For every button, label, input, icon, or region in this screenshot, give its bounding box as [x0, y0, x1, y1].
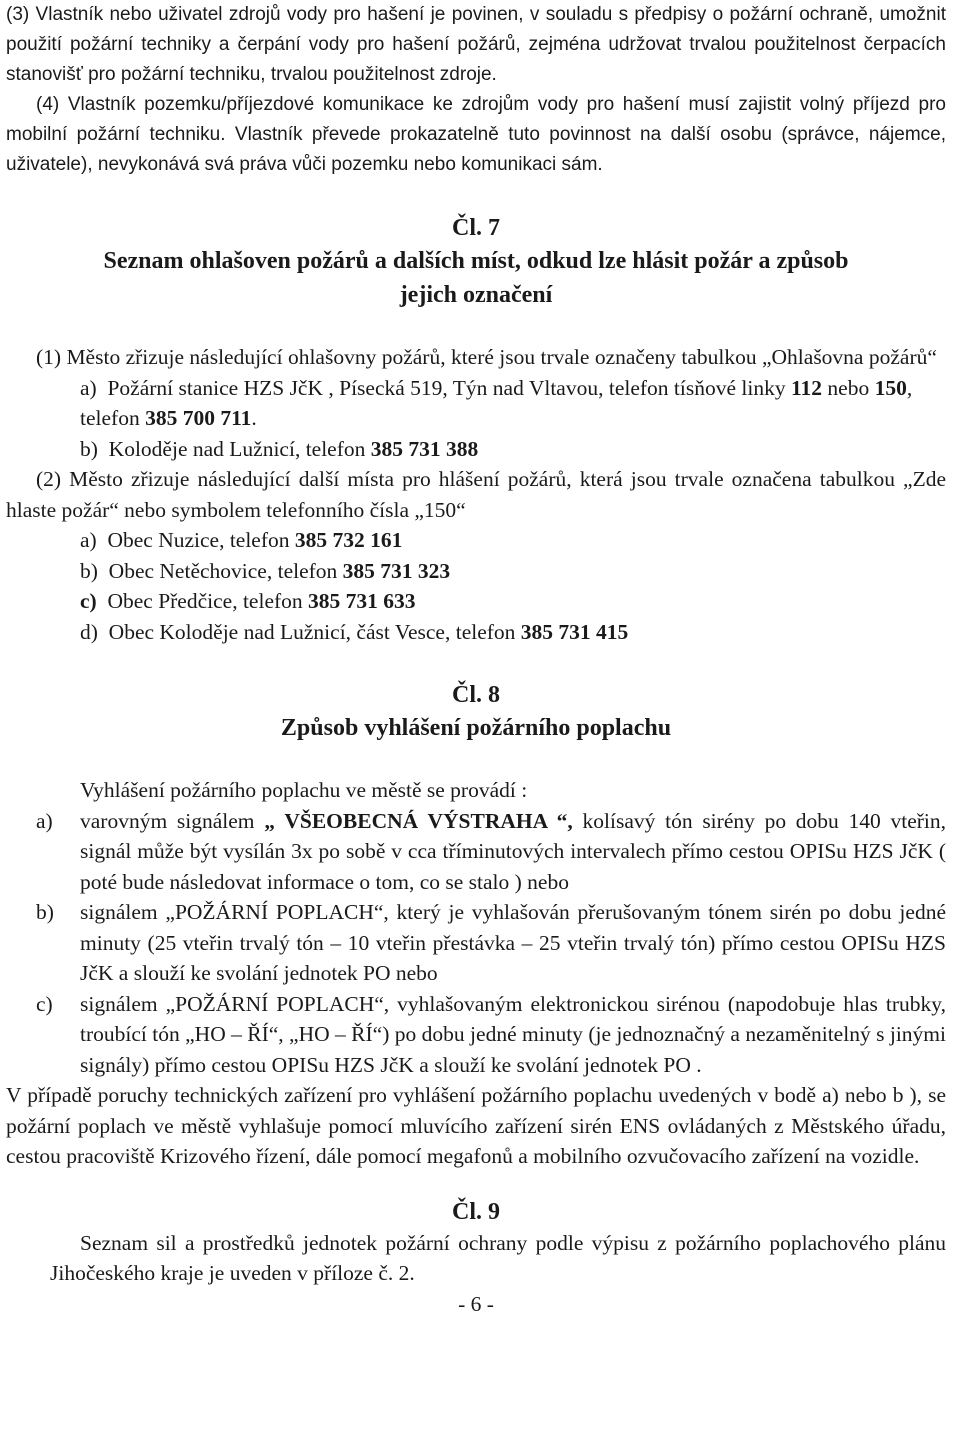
ohlasovny-list	[6, 373, 946, 465]
list-label: b)	[80, 558, 98, 583]
list-text: Požární stanice HZS JčK , Písecká 519, Týn nad Vltavou, telefon tísňové linky	[107, 375, 786, 400]
article-9-number: Čl. 9	[452, 1198, 500, 1225]
list-text: Obec Nuzice, telefon	[107, 528, 290, 552]
list-label: a)	[80, 375, 97, 400]
list-label: b)	[80, 436, 98, 461]
list-label: c)	[36, 991, 53, 1016]
list-item	[80, 556, 946, 587]
article-8-closing: V případě poruchy technických zařízení pro vyhlášení požárního poplachu uvedených v bodě a) nebo b ), se požární poplach ve městě vyhlašuje pomocí mluvícího zařízení sirén ENS ovládaných z Městského úřadu, cestou pracoviště Krizového řízení, dále pomocí megafonů a mobilního ozvučovacího zařízení na vozidle.	[6, 1083, 946, 1168]
hlaseni-mista-list	[6, 525, 946, 647]
list-text: signálem „POŽÁRNÍ POPLACH“, vyhlašovaným elektronickou sirénou (napodobuje hlas trubky, troubící tón „HO – ŘÍ“, „HO – ŘÍ“) po dobu jedné minuty (je jednoznačný a nezaměnitelný s jinými signály) přímo cestou OPISu HZS JčK a slouží ke svolání jednotek PO .	[80, 991, 946, 1077]
list-item	[80, 586, 946, 617]
list-label: a)	[36, 808, 53, 833]
phone-number: 385 732 161	[294, 528, 403, 552]
article-8-intro: Vyhlášení požárního poplachu ve městě se provádí :	[80, 778, 528, 802]
article-7-paragraph-2: (2) Město zřizuje následující další místa pro hlášení požárů, která jsou trvale označena tabulkou „Zde hlaste požár“ nebo symbolem telefonního čísla „150“	[6, 467, 946, 522]
list-item	[6, 806, 946, 898]
list-label: d)	[80, 619, 98, 644]
signal-a-intro: varovným signálem	[80, 808, 255, 833]
list-label: b)	[36, 900, 54, 924]
list-item	[6, 897, 946, 989]
signal-a-description: kolísavý tón sirény po dobu 140 vteřin, signál může být vysílán 3x po sobě v cca tříminutových intervalech přímo cestou OPISu HZS JčK ( poté bude následovat informace o tom, co se stalo ) nebo	[80, 808, 947, 894]
paragraph-3: (3) Vlastník nebo uživatel zdrojů vody pro hašení je povinen, v souladu s předpisy o požární ochraně, umožnit použití požární techniky a čerpání vody pro hašení požárů, zejména udržovat trvalou použitelnost čerpacích stanovišť pro požární techniku, trvalou použitelnost zdroje.	[6, 4, 946, 85]
article-7-title-line2: jejich označení	[399, 282, 553, 308]
signal-a-name: „ VŠEOBECNÁ VÝSTRAHA “,	[264, 808, 573, 833]
page-number: - 6 -	[458, 1291, 494, 1316]
phone-number: 150	[874, 375, 907, 400]
ohlasovna-a: a) Požární stanice HZS JčK , Písecká 519, Týn nad Vltavou, telefon tísňové linky 112 nebo 150, telefon 385 700 711.	[80, 375, 913, 430]
list-text: Obec Předčice, telefon	[107, 589, 303, 613]
paragraph-4: (4) Vlastník pozemku/příjezdové komunikace ke zdrojům vody pro hašení musí zajistit volný příjezd pro mobilní požární techniku. Vlastník převede prokazatelně tuto povinnost na další osobu (správce, nájemce, uživatele), nevykonává svá práva vůči pozemku nebo komunikaci sám.	[6, 94, 946, 175]
article-7-paragraph-1: (1) Město zřizuje následující ohlašovny požárů, které jsou trvale označeny tabulkou „Ohlašovna požárů“	[36, 345, 937, 369]
phone-number: 385 731 388	[370, 436, 479, 461]
article-7-title-line1: Seznam ohlašoven požárů a dalších míst, odkud lze hlásit požár a způsob	[103, 248, 849, 274]
phone-number: 385 731 415	[520, 619, 629, 644]
section-top	[6, 0, 946, 180]
list-item	[6, 989, 946, 1081]
list-label: a)	[80, 528, 97, 552]
article-7-number: Čl. 7	[452, 215, 500, 241]
list-text: Obec Koloděje nad Lužnicí, část Vesce, telefon	[108, 619, 516, 644]
list-text	[80, 806, 946, 898]
ohlasovna-b	[80, 434, 946, 465]
phone-number: 385 731 323	[342, 558, 451, 583]
list-text: signálem „POŽÁRNÍ POPLACH“, který je vyhlašován přerušovaným tónem sirén po dobu jedné minuty (25 vteřin trvalý tón – 10 vteřin přestávka – 25 vteřin trvalý tón) přímo cestou OPISu HZS JčK a slouží ke svolání jednotek PO nebo	[80, 900, 946, 985]
signal-list	[6, 806, 946, 1081]
phone-number: 112	[790, 375, 823, 400]
list-text: , telefon	[80, 375, 913, 430]
list-item	[80, 617, 946, 648]
list-item	[80, 525, 946, 556]
phone-number: 385 731 633	[308, 589, 416, 613]
list-text: Obec Netěchovice, telefon	[108, 558, 338, 583]
article-9-text: Seznam sil a prostředků jednotek požární ochrany podle výpisu z požárního poplachového plánu Jihočeského kraje je uveden v příloze č. 2.	[50, 1230, 946, 1285]
list-label: c)	[80, 589, 97, 613]
article-8-title: Způsob vyhlášení požárního poplachu	[280, 715, 672, 741]
list-text: nebo	[827, 375, 870, 400]
phone-number: 385 700 711	[145, 406, 252, 430]
article-8-number: Čl. 8	[452, 682, 500, 708]
list-text: Koloděje nad Lužnicí, telefon	[108, 436, 366, 461]
